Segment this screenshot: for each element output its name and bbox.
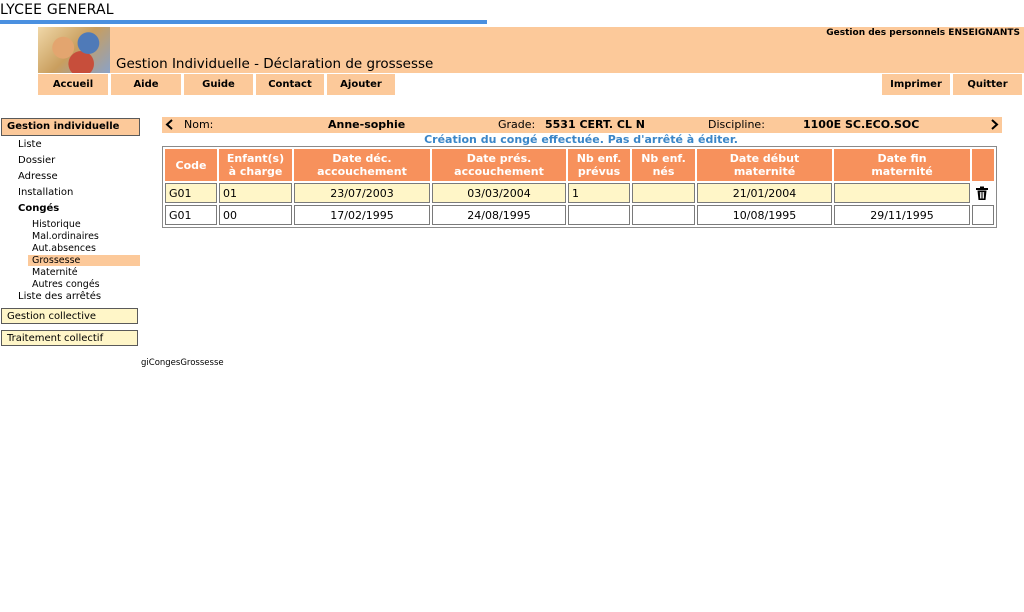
status-message: Création du congé effectuée. Pas d'arrêté à éditer. — [424, 133, 738, 146]
col-code: Code — [165, 149, 217, 181]
discipline-value: 1100E SC.ECO.SOC — [803, 118, 920, 131]
cell-enfants[interactable]: 01 — [219, 183, 292, 203]
module-label: Gestion des personnels ENSEIGNANTS — [826, 28, 1020, 38]
cell-nb-prevus — [568, 205, 630, 225]
cell-empty — [972, 205, 994, 225]
col-date-fin-maternite: Date fin maternité — [834, 149, 970, 181]
conges-table — [162, 146, 997, 228]
col-nb-enf-prevus: Nb enf. prévus — [568, 149, 630, 181]
nav-accueil-button[interactable]: Accueil — [38, 74, 108, 95]
cell-nb-nes[interactable] — [632, 183, 695, 203]
nav-aide-button[interactable]: Aide — [111, 74, 181, 95]
cell-enfants: 00 — [219, 205, 292, 225]
print-button[interactable]: Imprimer — [882, 74, 950, 95]
col-enfants-charge: Enfant(s) à charge — [219, 149, 292, 181]
nom-label: Nom: — [184, 118, 214, 131]
title-underline — [0, 20, 487, 24]
table-row[interactable] — [165, 205, 994, 225]
sidebar-sub-historique[interactable]: Historique — [32, 219, 81, 230]
trash-icon[interactable] — [975, 186, 991, 201]
nav-ajouter-button[interactable]: Ajouter — [327, 74, 395, 95]
sidebar-traitement-collectif[interactable]: Traitement collectif — [1, 330, 138, 346]
chevron-left-icon[interactable] — [165, 119, 174, 130]
sidebar-item-liste[interactable]: Liste — [18, 139, 42, 150]
quit-button[interactable]: Quitter — [953, 74, 1022, 95]
cell-date-dec: 17/02/1995 — [294, 205, 430, 225]
sidebar-sub-aut-absences[interactable]: Aut.absences — [32, 243, 96, 254]
sidebar-gestion-collective[interactable]: Gestion collective — [1, 308, 138, 324]
table-header-row — [165, 149, 994, 181]
agent-info-bar — [162, 117, 1002, 133]
cell-code: G01 — [165, 205, 217, 225]
sidebar-sub-autres-conges[interactable]: Autres congés — [32, 279, 100, 290]
header-photo — [38, 27, 110, 73]
col-date-dec-accouchement: Date déc. accouchement — [294, 149, 430, 181]
sidebar-item-liste-arretes[interactable]: Liste des arrêtés — [18, 291, 102, 302]
sidebar-sub-maternite[interactable]: Maternité — [32, 267, 78, 278]
col-actions — [972, 149, 994, 181]
sidebar-sub-grossesse[interactable]: Grossesse — [32, 255, 81, 266]
discipline-label: Discipline: — [708, 118, 765, 131]
grade-label: Grade: — [498, 118, 536, 131]
cell-date-fin[interactable] — [834, 183, 970, 203]
chevron-right-icon[interactable] — [990, 119, 999, 130]
cell-delete[interactable] — [972, 183, 994, 203]
sidebar-item-conges[interactable]: Congés — [18, 203, 60, 214]
cell-date-pres[interactable]: 03/03/2004 — [432, 183, 566, 203]
sidebar-sub-mal-ordinaires[interactable]: Mal.ordinaires — [32, 231, 99, 242]
sidebar-item-installation[interactable]: Installation — [18, 187, 74, 198]
cell-nb-nes — [632, 205, 695, 225]
col-date-pres-accouchement: Date prés. accouchement — [432, 149, 566, 181]
col-nb-enf-nes: Nb enf. nés — [632, 149, 695, 181]
col-date-debut-maternite: Date début maternité — [697, 149, 832, 181]
table-row[interactable] — [165, 183, 994, 203]
sidebar-item-adresse[interactable]: Adresse — [18, 171, 58, 182]
page-id-label: giCongesGrossesse — [141, 358, 224, 368]
cell-date-debut[interactable]: 21/01/2004 — [697, 183, 832, 203]
page-title: Gestion Individuelle - Déclaration de grossesse — [116, 56, 434, 72]
sidebar-item-dossier[interactable]: Dossier — [18, 155, 56, 166]
nav-guide-button[interactable]: Guide — [184, 74, 253, 95]
grade-value: 5531 CERT. CL N — [545, 118, 645, 131]
app-title: LYCEE GENERAL — [0, 2, 114, 18]
cell-date-dec[interactable]: 23/07/2003 — [294, 183, 430, 203]
sidebar-gestion-individuelle[interactable]: Gestion individuelle — [1, 118, 140, 136]
nav-contact-button[interactable]: Contact — [256, 74, 324, 95]
cell-code[interactable]: G01 — [165, 183, 217, 203]
cell-date-debut: 10/08/1995 — [697, 205, 832, 225]
cell-nb-prevus[interactable]: 1 — [568, 183, 630, 203]
cell-date-fin: 29/11/1995 — [834, 205, 970, 225]
nom-value: Anne-sophie — [328, 118, 406, 131]
cell-date-pres: 24/08/1995 — [432, 205, 566, 225]
